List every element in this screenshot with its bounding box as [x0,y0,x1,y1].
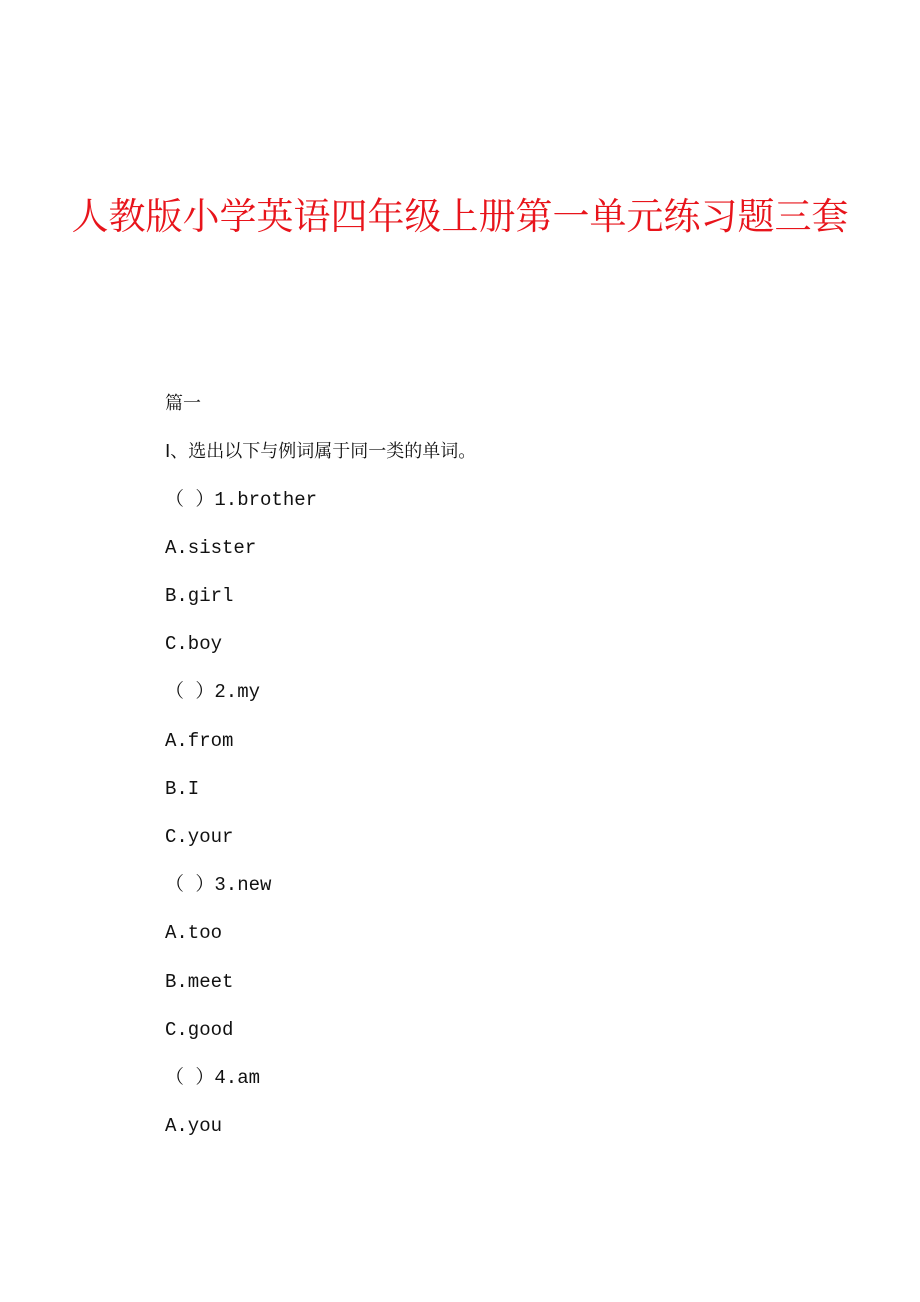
section-label: 篇一 [165,393,201,414]
option-c: C.good [165,1019,234,1041]
option-a: A.sister [165,537,257,559]
question-stem: （ ）2.my [165,681,261,703]
option-a: A.from [165,730,234,752]
option-b: B.I [165,778,200,800]
document-title: 人教版小学英语四年级上册第一单元练习题三套 [71,195,849,238]
option-c: C.your [165,826,234,848]
instruction: Ⅰ、选出以下与例词属于同一类的单词。 [165,441,477,462]
option-a: A.you [165,1115,223,1137]
option-b: B.meet [165,971,234,993]
option-b: B.girl [165,585,234,607]
question-stem: （ ）4.am [165,1067,261,1089]
question-stem: （ ）3.new [165,874,272,896]
option-c: C.boy [165,633,223,655]
question-stem: （ ）1.brother [165,489,318,511]
option-a: A.too [165,922,223,944]
